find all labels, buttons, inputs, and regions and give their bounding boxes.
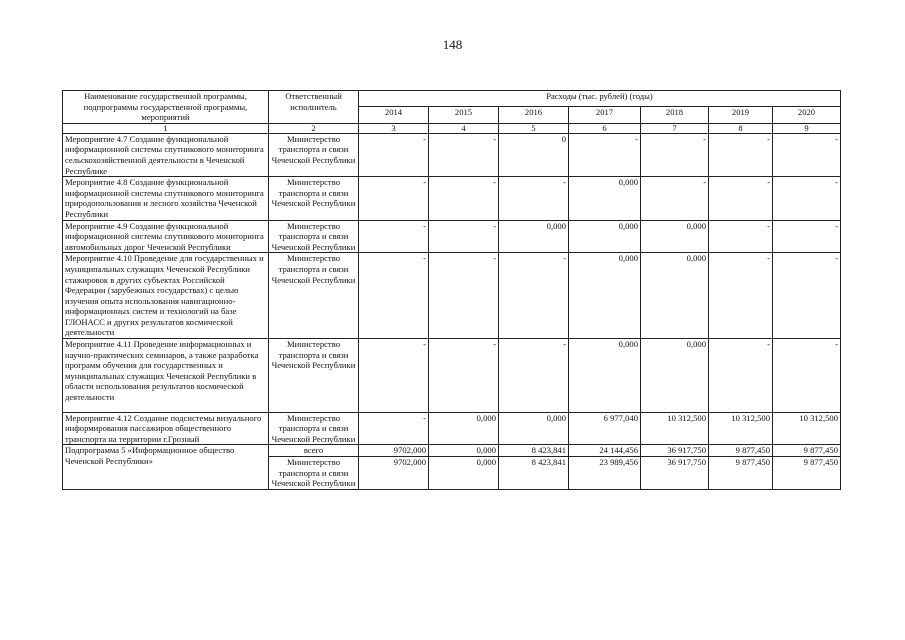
value-2014: - [359, 412, 429, 445]
total-2019: 9 877,450 [709, 445, 773, 457]
value-2017: 0,000 [569, 177, 641, 220]
col-index-7: 7 [641, 123, 709, 133]
value-2019: - [709, 253, 773, 339]
header-row [63, 91, 841, 107]
value-2017: 0,000 [569, 339, 641, 413]
header-expenses: Расходы (тыс. рублей) (годы) [359, 91, 841, 107]
measure-executor: Министерство транспорта и связи Чеченской Республики [269, 412, 359, 445]
measure-executor: Министерство транспорта и связи Чеченской Республики [269, 177, 359, 220]
table-row [63, 412, 841, 445]
value-2014: - [359, 339, 429, 413]
value-2020: - [773, 253, 841, 339]
table-row [63, 177, 841, 220]
value-2014: - [359, 177, 429, 220]
value-2017: 0,000 [569, 220, 641, 253]
total-2014: 9702,000 [359, 445, 429, 457]
value-2016: 0,000 [499, 220, 569, 253]
value-2015: - [429, 253, 499, 339]
header-executor: Ответственный исполнитель [269, 91, 359, 124]
column-index-row [63, 123, 841, 133]
col-index-5: 5 [499, 123, 569, 133]
value-2018: 0,000 [641, 220, 709, 253]
col-index-6: 6 [569, 123, 641, 133]
executor-2017: 23 989,456 [569, 457, 641, 490]
value-2016: - [499, 177, 569, 220]
total-2016: 8 423,841 [499, 445, 569, 457]
subprogram-total-label: всего [269, 445, 359, 457]
value-2015: - [429, 133, 499, 176]
value-2014: - [359, 133, 429, 176]
header-name: Наименование государственной программы, подпрограммы государственной программы, мероприятий [63, 91, 269, 124]
value-2016: 0 [499, 133, 569, 176]
value-2015: - [429, 339, 499, 413]
executor-2016: 8 423,841 [499, 457, 569, 490]
year-2015: 2015 [429, 106, 499, 123]
executor-2018: 36 917,750 [641, 457, 709, 490]
value-2015: - [429, 220, 499, 253]
total-2018: 36 917,750 [641, 445, 709, 457]
value-2018: - [641, 177, 709, 220]
measure-name: Мероприятие 4.7 Создание функциональной информационной системы спутникового мониторинга сельскохозяйственной деятельности в Чеченской Республике [63, 133, 269, 176]
year-2019: 2019 [709, 106, 773, 123]
value-2016: - [499, 339, 569, 413]
measure-name: Мероприятие 4.9 Создание функциональной информационной системы спутникового мониторинга автомобильных дорог Чеченской Республики [63, 220, 269, 253]
col-index-2: 2 [269, 123, 359, 133]
subprogram-total-row [63, 445, 841, 457]
value-2020: - [773, 339, 841, 413]
year-2014: 2014 [359, 106, 429, 123]
total-2020: 9 877,450 [773, 445, 841, 457]
col-index-1: 1 [63, 123, 269, 133]
measure-executor: Министерство транспорта и связи Чеченской Республики [269, 339, 359, 413]
col-index-9: 9 [773, 123, 841, 133]
measure-executor: Министерство транспорта и связи Чеченской Республики [269, 133, 359, 176]
measure-name: Мероприятие 4.10 Проведение для государственных и муниципальных служащих Чеченской Республики стажировок в других субъектах Российской Федерации (зарубежных государствах) с целью изучения опыта использования навигационно-информационных систем и технологий на базе ГЛОНАСС и других результатов космической деятельности [63, 253, 269, 339]
measure-executor: Министерство транспорта и связи Чеченской Республики [269, 220, 359, 253]
value-2018: 10 312,500 [641, 412, 709, 445]
total-2017: 24 144,456 [569, 445, 641, 457]
value-2016: - [499, 253, 569, 339]
value-2014: - [359, 253, 429, 339]
subprogram-executor: Министерство транспорта и связи Чеченской Республики [269, 457, 359, 490]
value-2015: 0,000 [429, 412, 499, 445]
value-2018: 0,000 [641, 339, 709, 413]
value-2015: - [429, 177, 499, 220]
year-2020: 2020 [773, 106, 841, 123]
col-index-3: 3 [359, 123, 429, 133]
year-2016: 2016 [499, 106, 569, 123]
measure-name: Мероприятие 4.12 Создание подсистемы визуального информирования пассажиров общественного транспорта на территории г.Грозный [63, 412, 269, 445]
value-2020: - [773, 133, 841, 176]
value-2020: - [773, 177, 841, 220]
table-row [63, 220, 841, 253]
year-2018: 2018 [641, 106, 709, 123]
measure-executor: Министерство транспорта и связи Чеченской Республики [269, 253, 359, 339]
year-2017: 2017 [569, 106, 641, 123]
value-2017: - [569, 133, 641, 176]
value-2017: 6 977,040 [569, 412, 641, 445]
value-2019: - [709, 220, 773, 253]
measure-name: Мероприятие 4.11 Проведение информационных и научно-практических семинаров, а также разработка программ обучения для государственных и муниципальных служащих Чеченской Республики в области использования результатов космической деятельности [63, 339, 269, 413]
value-2020: - [773, 220, 841, 253]
page-number: 148 [442, 37, 463, 52]
value-2014: - [359, 220, 429, 253]
col-index-8: 8 [709, 123, 773, 133]
value-2019: 10 312,500 [709, 412, 773, 445]
col-index-4: 4 [429, 123, 499, 133]
value-2019: - [709, 177, 773, 220]
value-2020: 10 312,500 [773, 412, 841, 445]
table-row [63, 253, 841, 339]
value-2019: - [709, 339, 773, 413]
value-2018: - [641, 133, 709, 176]
executor-2019: 9 877,450 [709, 457, 773, 490]
total-2015: 0,000 [429, 445, 499, 457]
subprogram-name: Подпрограмма 5 «Информационное общество Чеченской Республики» [63, 445, 269, 489]
value-2018: 0,000 [641, 253, 709, 339]
executor-2020: 9 877,450 [773, 457, 841, 490]
table-row [63, 339, 841, 413]
value-2017: 0,000 [569, 253, 641, 339]
table-row [63, 133, 841, 176]
expenses-table [62, 90, 841, 490]
executor-2014: 9702,000 [359, 457, 429, 490]
executor-2015: 0,000 [429, 457, 499, 490]
value-2019: - [709, 133, 773, 176]
value-2016: 0,000 [499, 412, 569, 445]
measure-name: Мероприятие 4.8 Создание функциональной информационной системы спутникового мониторинга природопользования и лесного хозяйства Чеченской Республики [63, 177, 269, 220]
